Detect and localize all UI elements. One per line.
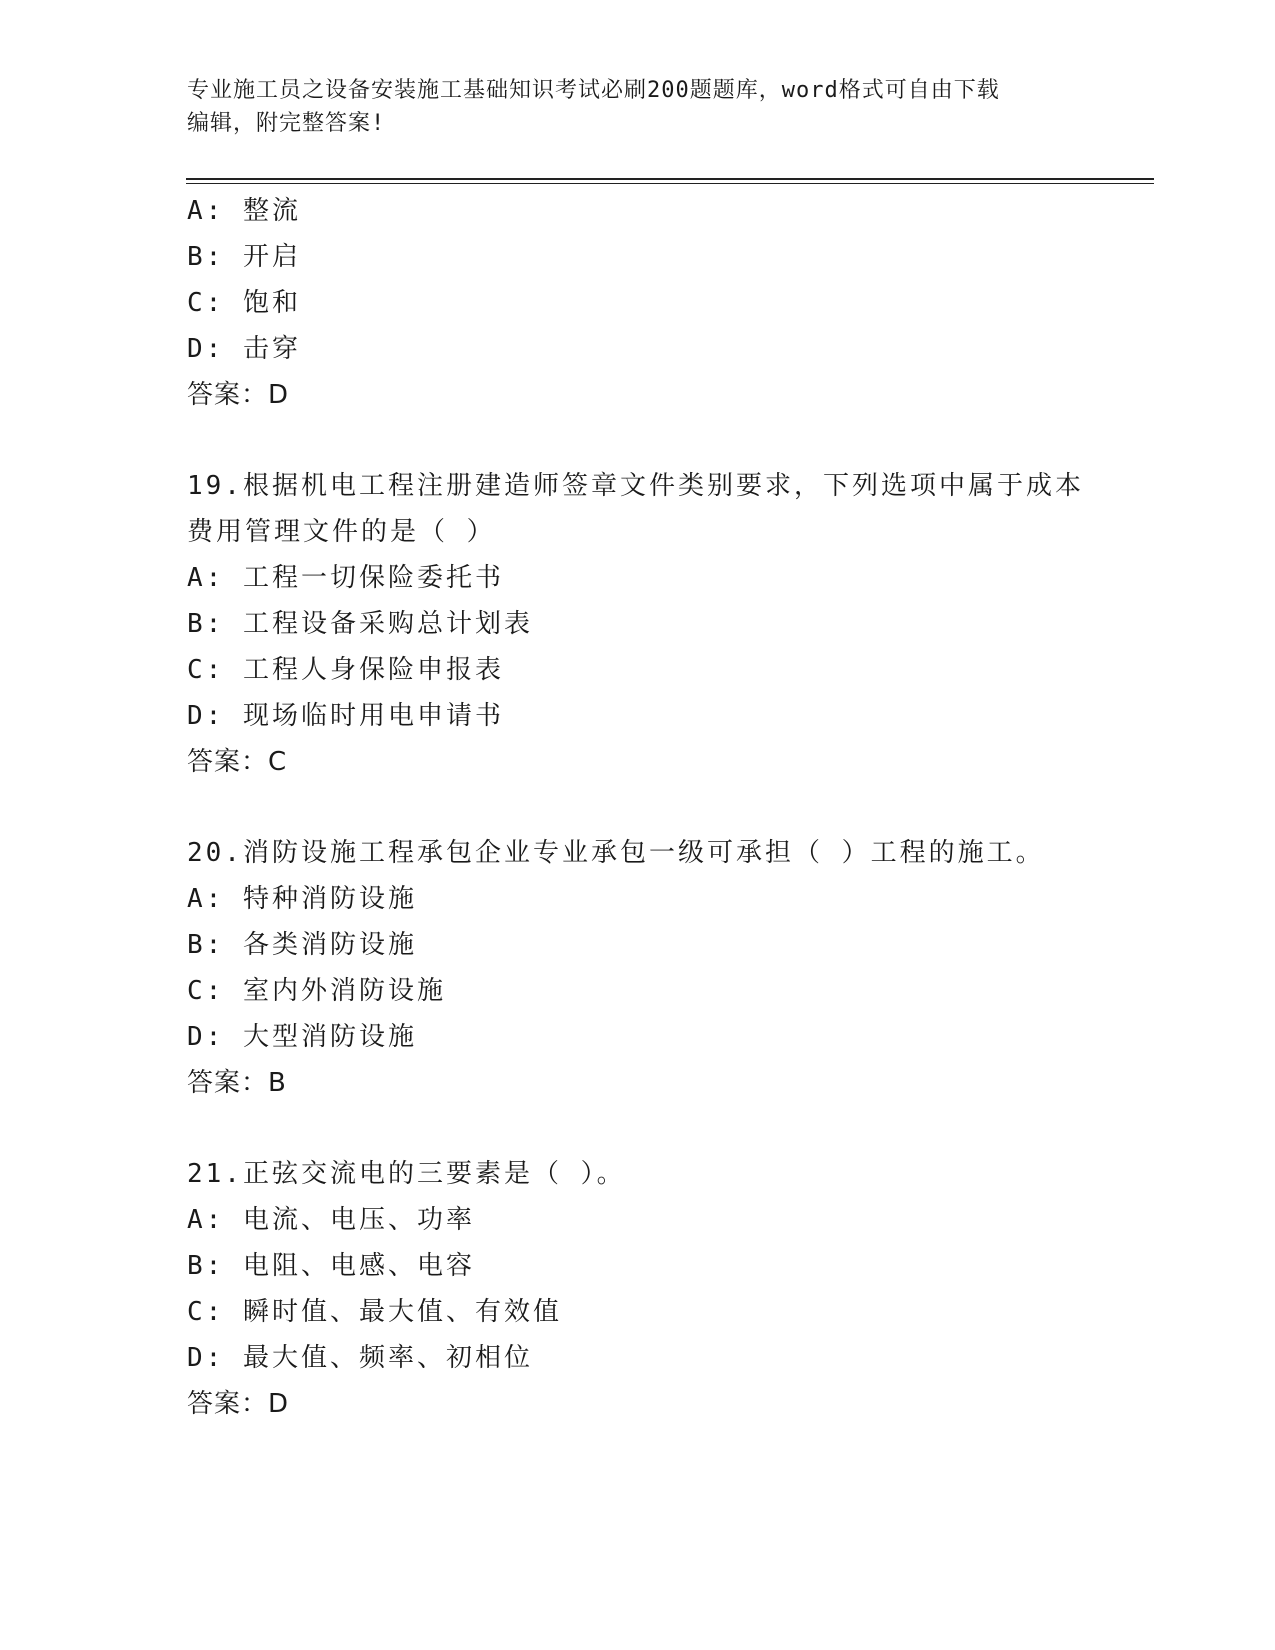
q20-stem-line-1: 20.消防设施工程承包企业专业承包一级可承担（ ）工程的施工。 <box>187 838 1045 868</box>
q20-option-a: A: 特种消防设施 <box>187 884 417 914</box>
q18-option-d: D: 击穿 <box>187 334 301 364</box>
q18-answer: 答案：D <box>187 380 290 410</box>
question-spacer <box>187 418 1147 463</box>
header-divider-thin <box>186 183 1154 184</box>
q20-option-c: C: 室内外消防设施 <box>187 976 446 1006</box>
q20-option-b: B: 各类消防设施 <box>187 930 417 960</box>
q20-option-d: D: 大型消防设施 <box>187 1022 417 1052</box>
header-line-2: 编辑，附完整答案! <box>187 111 386 136</box>
q19-option-a: A: 工程一切保险委托书 <box>187 563 504 593</box>
document-header <box>187 74 1087 140</box>
q19-stem-line-1: 19.根据机电工程注册建造师签章文件类别要求，下列选项中属于成本 <box>187 471 1084 501</box>
q19-stem-line-2: 费用管理文件的是（ ） <box>187 517 496 547</box>
q19-option-b: B: 工程设备采购总计划表 <box>187 609 533 639</box>
q19-answer: 答案：C <box>187 747 288 777</box>
q21-option-d: D: 最大值、频率、初相位 <box>187 1343 533 1373</box>
q21-option-c: C: 瞬时值、最大值、有效值 <box>187 1297 562 1327</box>
q18-option-c: C: 饱和 <box>187 288 301 318</box>
question-spacer <box>187 785 1147 830</box>
q20-answer: 答案：B <box>187 1068 287 1098</box>
question-20-block <box>187 830 1147 1106</box>
q21-option-a: A: 电流、电压、功率 <box>187 1205 475 1235</box>
question-19-block <box>187 463 1147 785</box>
q21-option-b: B: 电阻、电感、电容 <box>187 1251 475 1281</box>
q19-option-c: C: 工程人身保险申报表 <box>187 655 504 685</box>
q21-stem-line-1: 21.正弦交流电的三要素是（ ）。 <box>187 1159 626 1189</box>
q18-option-b: B: 开启 <box>187 242 301 272</box>
question-list <box>187 188 1147 1427</box>
q19-option-d: D: 现场临时用电申请书 <box>187 701 504 731</box>
question-spacer <box>187 1106 1147 1151</box>
question-18-block <box>187 188 1147 418</box>
q21-answer: 答案：D <box>187 1389 290 1419</box>
header-line-1: 专业施工员之设备安装施工基础知识考试必刷200题题库，word格式可自由下载 <box>187 78 1000 103</box>
header-divider-thick <box>186 178 1154 180</box>
q18-option-a: A: 整流 <box>187 196 301 226</box>
question-21-block <box>187 1151 1147 1427</box>
